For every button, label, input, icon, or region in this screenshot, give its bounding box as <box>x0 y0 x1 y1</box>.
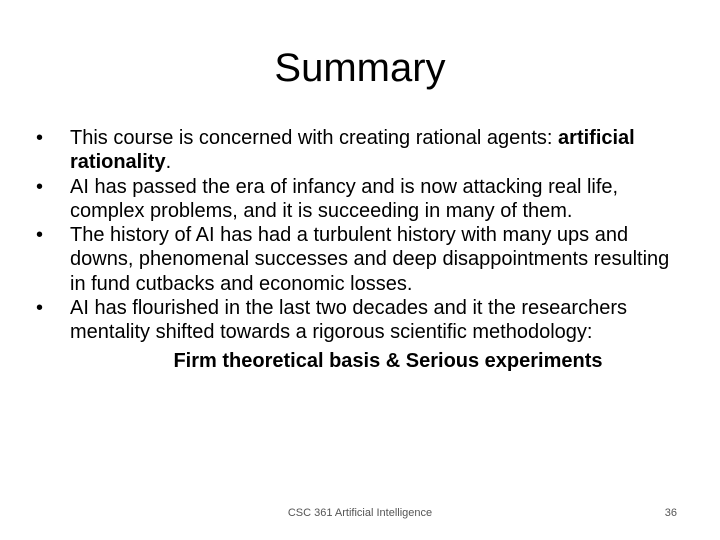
page-number: 36 <box>664 507 677 519</box>
bullet-text: AI has flourished in the last two decades and it the researchers mentality shifted towards a rigorous scientific methodology: <box>70 297 627 344</box>
bullet-tail: . <box>165 151 172 174</box>
bullet-list <box>36 126 686 373</box>
bullet-dot-icon: • <box>36 297 44 320</box>
bullet-item-4 <box>36 296 686 373</box>
centered-bold-statement: Firm theoretical basis & Serious experiments <box>173 349 603 372</box>
footer-course-name: CSC 361 Artificial Intelligence <box>287 507 433 519</box>
bullet-text: AI has passed the era of infancy and is now attacking real life, complex problems, and it is succeeding in many of them. <box>70 175 619 222</box>
bullet-item-1 <box>36 126 686 175</box>
slide-title: Summary <box>274 46 446 90</box>
bullet-dot-icon: • <box>36 175 44 198</box>
bullet-emphasis: artificial rationality <box>70 127 635 174</box>
bullet-item-3 <box>36 223 686 296</box>
bullet-text: The history of AI has had a turbulent history with many ups and downs, phenomenal successes and deep disappointments resulting in fund cutbacks and economic losses. <box>70 224 670 295</box>
bullet-dot-icon: • <box>36 127 44 149</box>
bullet-text: This course is concerned with creating rational agents: <box>70 127 559 149</box>
bullet-item-2 <box>36 175 686 224</box>
bullet-dot-icon: • <box>36 224 44 247</box>
